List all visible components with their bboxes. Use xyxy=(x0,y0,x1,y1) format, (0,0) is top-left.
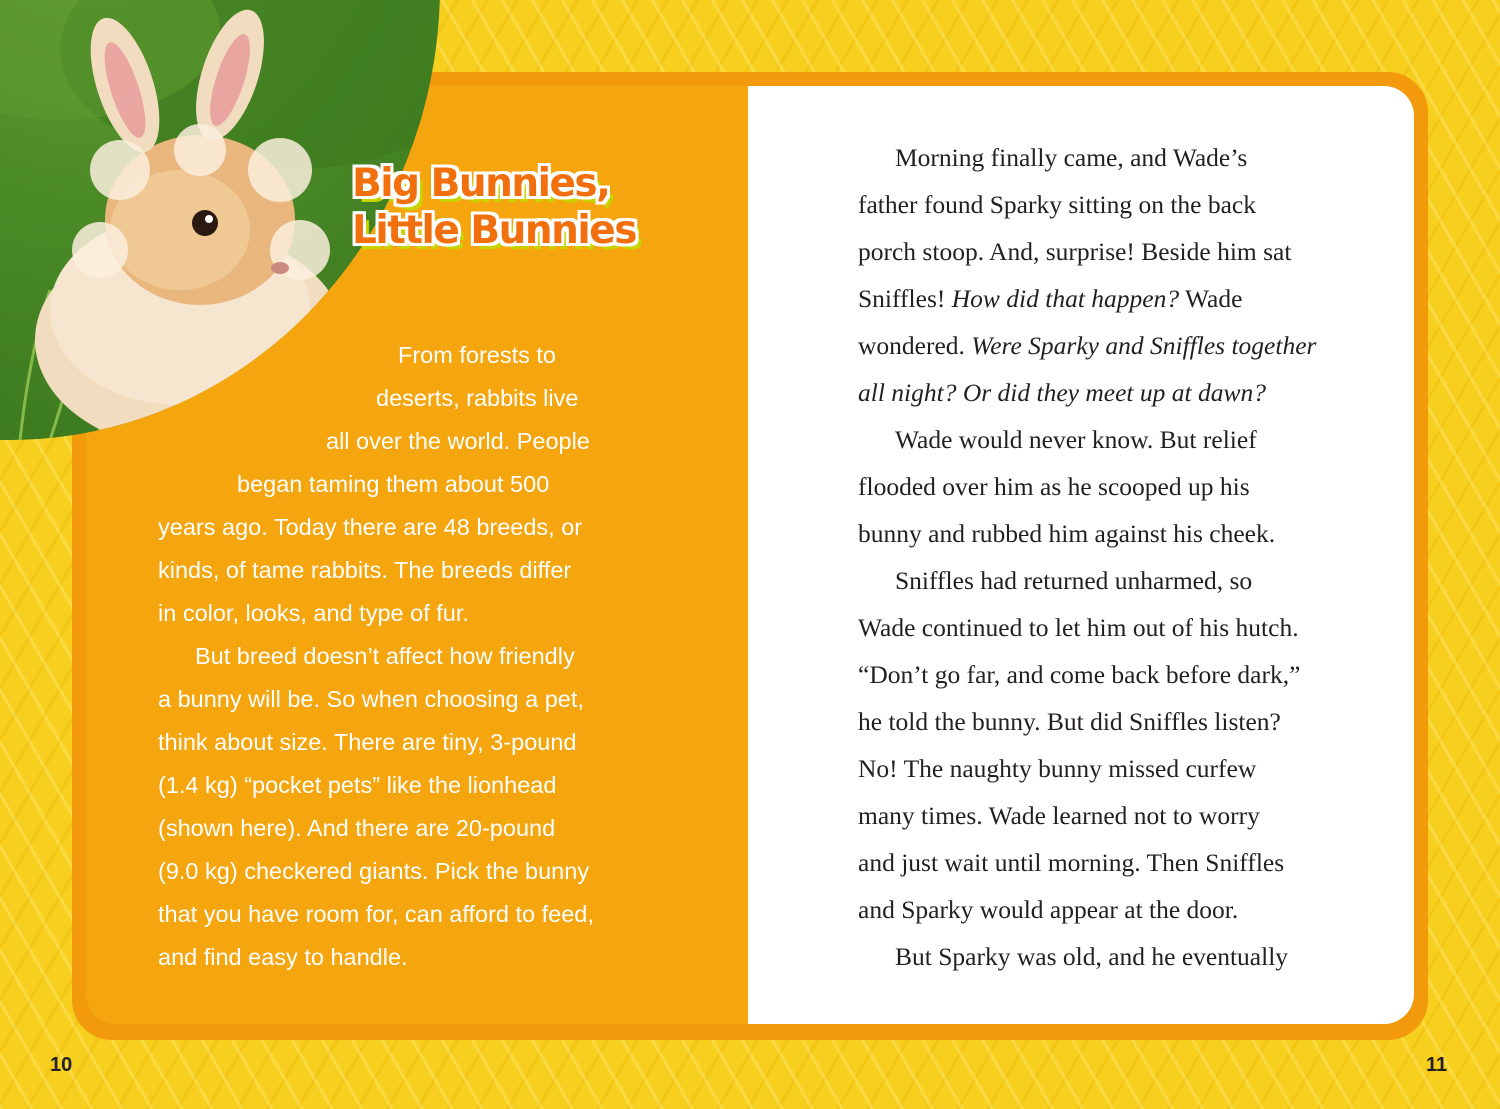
story-line: “Don’t go far, and come back before dark,” xyxy=(858,660,1301,689)
story-line: and Sparky would appear at the door. xyxy=(858,895,1239,924)
story-line: Morning finally came, and Wade’s xyxy=(895,143,1248,172)
story-line: and just wait until morning. Then Sniffles xyxy=(858,848,1285,877)
left-text-line: (shown here). And there are 20-pound xyxy=(158,815,556,841)
story-line: Wade would never know. But relief xyxy=(895,425,1257,454)
story-line: flooded over him as he scooped up his xyxy=(858,472,1250,501)
left-text-line: all over the world. People xyxy=(326,428,590,454)
story-line: No! The naughty bunny missed curfew xyxy=(858,754,1257,783)
story-italic: Were Sparky and Sniffles together xyxy=(971,331,1317,360)
story-text: wondered. xyxy=(858,331,972,360)
left-text-line: a bunny will be. So when choosing a pet, xyxy=(158,686,584,712)
story-line: Sniffles had returned unharmed, so xyxy=(895,566,1253,595)
story-line: bunny and rubbed him against his cheek. xyxy=(858,519,1276,548)
left-text-line: kinds, of tame rabbits. The breeds differ xyxy=(158,557,572,583)
left-text-line: deserts, rabbits live xyxy=(376,385,579,411)
left-text-line: think about size. There are tiny, 3-pound xyxy=(158,729,577,755)
story-italic: How did that happen? xyxy=(951,284,1180,313)
story-line xyxy=(858,378,1266,408)
left-text-line: years ago. Today there are 48 breeds, or xyxy=(158,514,583,540)
article-title xyxy=(352,160,636,254)
left-text-line: But breed doesn’t affect how friendly xyxy=(195,643,575,669)
story-text: Sniffles! xyxy=(858,284,952,313)
page-number-left: 10 xyxy=(50,1054,73,1076)
story-line: father found Sparky sitting on the back xyxy=(858,190,1256,219)
right-page-panel xyxy=(748,86,1414,1024)
story-line xyxy=(858,331,1316,361)
story-line: porch stoop. And, surprise! Beside him sat xyxy=(858,237,1292,266)
story-text: Wade xyxy=(1179,284,1243,313)
story-line: he told the bunny. But did Sniffles listen? xyxy=(858,707,1281,736)
left-text-line: (1.4 kg) “pocket pets” like the lionhead xyxy=(158,772,557,798)
story-line: many times. Wade learned not to worry xyxy=(858,801,1260,830)
story-line xyxy=(858,284,1242,314)
left-text-line: began taming them about 500 xyxy=(237,471,550,497)
title-line-1: Big Bunnies, xyxy=(352,161,610,206)
story-italic: all night? Or did they meet up at dawn? xyxy=(858,378,1266,407)
left-text-line: From forests to xyxy=(398,342,557,368)
left-text-line: and find easy to handle. xyxy=(158,944,408,970)
left-text-line: (9.0 kg) checkered giants. Pick the bunny xyxy=(158,858,590,884)
left-text-line: in color, looks, and type of fur. xyxy=(158,600,469,626)
story-line: Wade continued to let him out of his hutch. xyxy=(858,613,1299,642)
left-text-line: that you have room for, can afford to feed, xyxy=(158,901,594,927)
story-line: But Sparky was old, and he eventually xyxy=(895,942,1289,971)
title-line-2: Little Bunnies xyxy=(352,208,636,253)
page-number-right: 11 xyxy=(1426,1054,1448,1076)
